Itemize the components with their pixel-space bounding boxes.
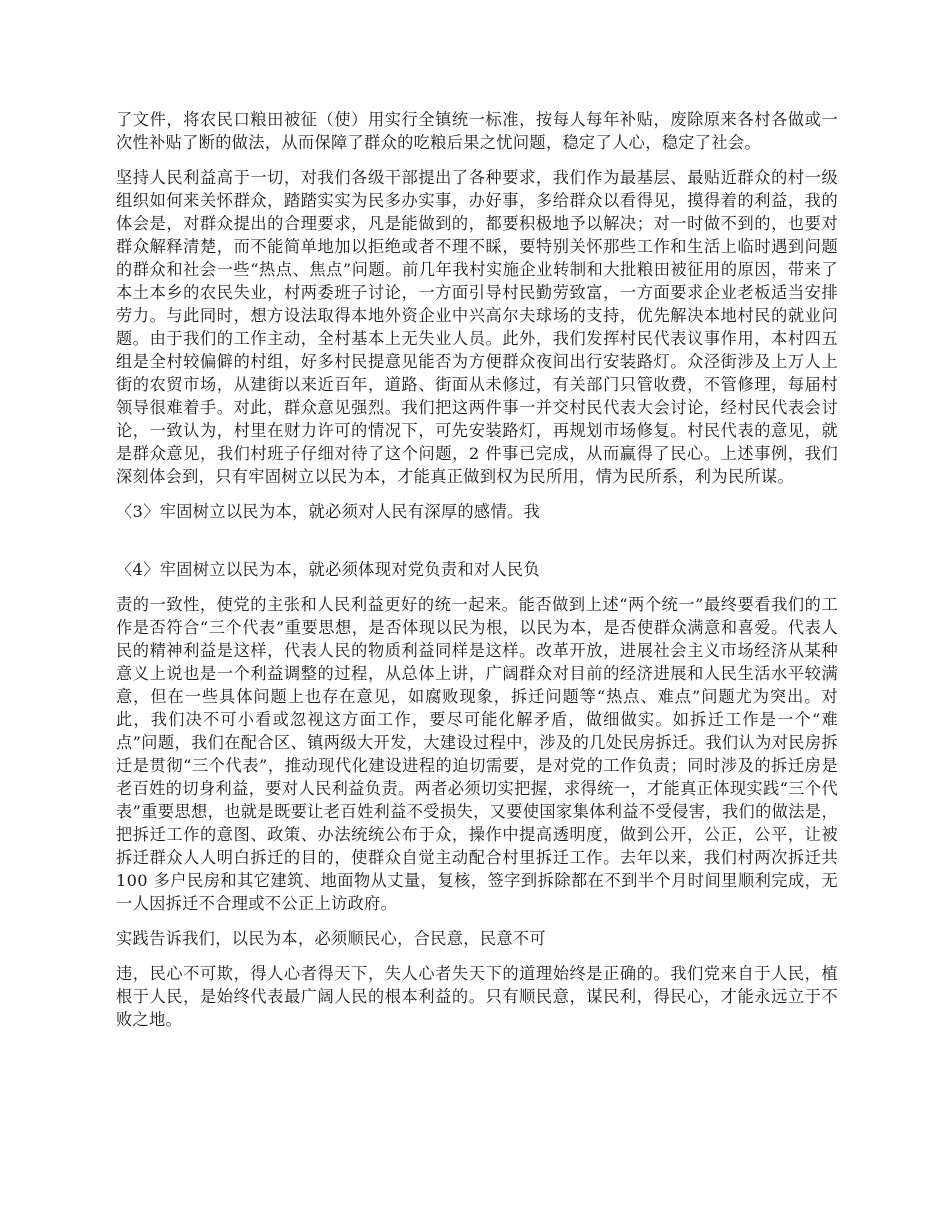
document-body	[116, 108, 838, 1043]
paragraph-2: 坚持人民利益高于一切，对我们各级干部提出了各种要求，我们作为最基层、最贴近群众的村一级组织如何来关怀群众，踏踏实实为民多办实事，办好事，多给群众以看得见，摸得着的利益，我的体会是，对群众提出的合理要求，凡是能做到的，都要积极地予以解决；对一时做不到的，也要对群众解释清楚，而不能简单地加以拒绝或者不理不睬，要特别关怀那些工作和生活上临时遇到问题的群众和社会一些“热点、焦点”问题。前几年我村实施企业转制和大批粮田被征用的原因，带来了本土本乡的农民失业，村两委班子讨论，一方面引导村民勤劳致富，一方面要求企业老板适当安排劳力。与此同时，想方设法取得本地外资企业中兴高尔夫球场的支持，优先解决本地村民的就业问题。由于我们的工作主动，全村基本上无失业人员。此外，我们发挥村民代表议事作用，本村四五组是全村较偏僻的村组，好多村民提意见能否为方便群众夜间出行安装路灯。众泾街涉及上万人上街的农贸市场，从建街以来近百年，道路、街面从未修过，有关部门只管收费，不管修理，每届村领导很难着手。对此，群众意见强烈。我们把这两件事一并交村民代表大会讨论，经村民代表会讨论，一致认为，村里在财力许可的情况下，可先安装路灯，再规划市场修复。村民代表的意见，就是群众意见，我们村班子仔细对待了这个问题，2 件事已完成，从而赢得了民心。上述事例，我们深刻体会到，只有牢固树立以民为本，才能真正做到权为民所用，情为民所系，利为民所谋。	[116, 168, 838, 486]
paragraph-4: 〈4〉牢固树立以民为本，就必须体现对党负责和对人民负	[116, 560, 541, 579]
paragraph-5: 责的一致性，使党的主张和人民利益更好的统一起来。能否做到上述“两个统一”最终要看我们的工作是否符合“三个代表”重要思想，是否体现以民为根，以民为本，是否使群众满意和喜爱。代表人民的精神利益是这样，代表人民的物质利益同样是这样。改革开放，进展社会主义市场经济从某种意义上说也是一个利益调整的过程，从总体上讲，广阔群众对目前的经济进展和人民生活水平较满意，但在一些具体问题上也存在意见，如腐败现象，拆迁问题等“热点、难点”问题尤为突出。对此，我们决不可小看或忽视这方面工作，要尽可能化解矛盾，做细做实。如拆迁工作是一个“难点”问题，我们在配合区、镇两级大开发，大建设过程中，涉及的几处民房拆迁。我们认为对民房拆迁是贯彻“三个代表”，推动现代化建设进程的迫切需要，是对党的工作负责；同时涉及的拆迁房是老百姓的切身利益，要对人民利益负责。两者必须切实把握，求得统一，才能真正体现实践“三个代表”重要思想，也就是既要让老百姓利益不受损失，又要使国家集体利益不受侵害，我们的做法是，把拆迁工作的意图、政策、办法统统公布于众，操作中提高透明度，做到公开，公正，公平，让被拆迁群众人人明白拆迁的目的，使群众自觉主动配合村里拆迁工作。去年以来，我们村两次拆迁共 100 多户民房和其它建筑、地面物从丈量，复核，签字到拆除都在不到半个月时间里顺利完成，无一人因拆迁不合理或不公正上访政府。	[116, 595, 838, 913]
paragraph-6: 实践告诉我们，以民为本，必须顺民心，合民意，民意不可	[116, 929, 546, 948]
paragraph-1: 了文件，将农民口粮田被征（使）用实行全镇统一标准，按每人每年补贴，废除原来各村各做或一次性补贴了断的做法，从而保障了群众的吃粮后果之忧问题，稳定了人心，稳定了社会。	[116, 110, 838, 152]
paragraph-3: 〈3〉牢固树立以民为本，就必须对人民有深厚的感情。我	[116, 502, 541, 521]
paragraph-7: 违，民心不可欺，得人心者得天下，失人心者失天下的道理始终是正确的。我们党来自于人民，植根于人民，是始终代表最广阔人民的根本利益的。只有顺民意，谋民利，得民心，才能永远立于不败之地。	[116, 964, 838, 1029]
